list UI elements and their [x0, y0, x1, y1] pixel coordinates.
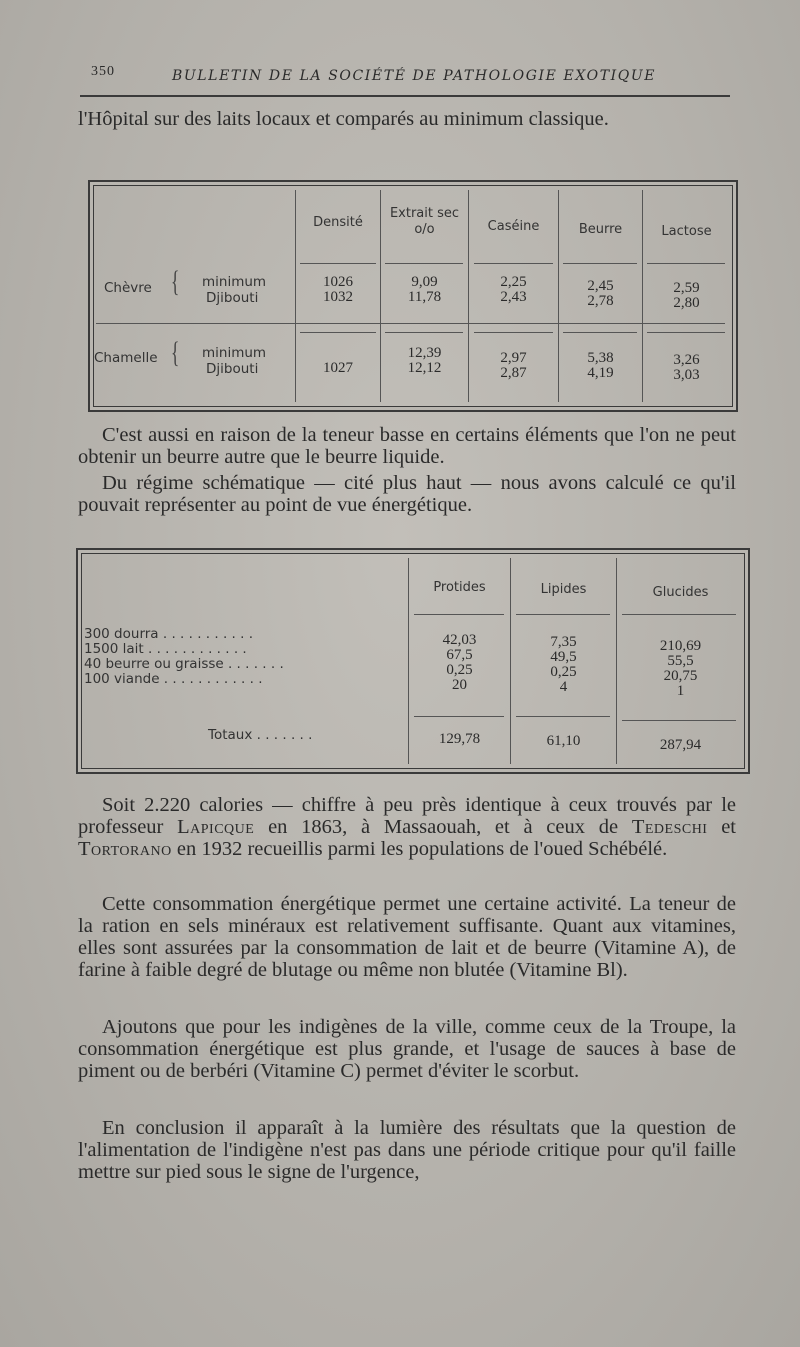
protides-values: 42,03 67,5 0,25 20 — [442, 632, 477, 693]
row-sub-chevre: minimum Djibouti — [202, 274, 267, 306]
chevre-lactose: 2,59 2,80 — [673, 280, 700, 311]
col-header-lactose: Lactose — [661, 224, 712, 239]
col-header-extrait: Extrait sec o/o — [389, 206, 460, 237]
header-rule — [80, 95, 730, 97]
milk-composition-table — [88, 180, 738, 412]
energy-table — [76, 548, 750, 774]
food-lait: 1500 lait . . . . . . . . . . . . — [84, 641, 247, 657]
chevre-beurre: 2,45 2,78 — [587, 278, 614, 309]
paragraph-beurre: C'est aussi en raison de la teneur basse en certains éléments que l'on ne peut obtenir un beurre autre que le beurre liquide. — [78, 424, 736, 468]
chamelle-caseine: 2,97 2,87 — [500, 350, 527, 381]
running-head: BULLETIN DE LA SOCIÉTÉ DE PATHOLOGIE EXOTIQUE — [172, 68, 657, 84]
page-header — [88, 62, 738, 92]
paragraph-conclusion: En conclusion il apparaît à la lumière des résultats que la question de l'alimentation de l'indigène n'est pas dans une période critique pour qu'il faille mettre sur pied sous le signe de l'urgence, — [78, 1117, 736, 1183]
paragraph-calories: Soit 2.220 calories — chiffre à peu près identique à ceux trouvés par le professeur Lapicque en 1863, à Massaouah, et à ceux de Tedeschi et Tortorano en 1932 recueillis parmi les populations de l'oued Schébélé. — [78, 794, 736, 860]
totals-label: Totaux . . . . . . . — [208, 727, 313, 743]
brace: { — [170, 336, 180, 369]
food-beurre: 40 beurre ou graisse . . . . . . . — [84, 656, 284, 672]
intro-paragraph: l'Hôpital sur des laits locaux et comparés au minimum classique. — [78, 108, 609, 130]
paragraph-regime: Du régime schématique — cité plus haut — nous avons calculé ce qu'il pouvait représenter au point de vue énergétique. — [78, 472, 736, 516]
chamelle-beurre: 5,38 4,19 — [587, 350, 614, 381]
chamelle-extrait: 12,39 12,12 — [407, 345, 442, 376]
col-header-glucides: Glucides — [652, 585, 709, 600]
glucides-values: 210,69 55,5 20,75 1 — [659, 638, 702, 699]
lipides-values: 7,35 49,5 0,25 4 — [550, 634, 577, 695]
total-glucides: 287,94 — [659, 737, 702, 753]
col-header-protides: Protides — [433, 580, 486, 595]
col-header-caseine: Caséine — [487, 219, 540, 234]
chamelle-lactose: 3,26 3,03 — [673, 352, 700, 383]
total-lipides: 61,10 — [546, 733, 581, 749]
row-label-chamelle: Chamelle — [94, 350, 158, 366]
paragraph-consommation: Cette consommation énergétique permet une certaine activité. La teneur de la ration en sels minéraux est relativement suffisante. Quant aux vitamines, elles sont assurées par la consommation de lait et de beurre (Vitamine A), de farine à faible degré de blutage ou même non blutée (Vitamine Bl). — [78, 893, 736, 981]
food-viande: 100 viande . . . . . . . . . . . . — [84, 671, 263, 687]
brace: { — [170, 265, 180, 298]
col-header-densite: Densité — [313, 215, 363, 230]
row-label-chevre: Chèvre — [104, 280, 152, 296]
chevre-caseine: 2,25 2,43 — [500, 274, 527, 305]
col-header-lipides: Lipides — [540, 582, 587, 597]
page-number: 350 — [91, 64, 115, 79]
chamelle-densite: 1027 — [323, 360, 353, 376]
food-dourra: 300 dourra . . . . . . . . . . . — [84, 626, 253, 642]
total-protides: 129,78 — [438, 731, 481, 747]
chevre-extrait: 9,09 11,78 — [407, 274, 442, 305]
chevre-densite: 1026 1032 — [323, 274, 353, 305]
row-sub-chamelle: minimum Djibouti — [202, 345, 267, 377]
paragraph-indigenes: Ajoutons que pour les indigènes de la ville, comme ceux de la Troupe, la consommation énergétique est plus grande, et l'usage de sauces à base de piment ou de berbéri (Vitamine C) permet d'éviter le scorbut. — [78, 1016, 736, 1082]
col-header-beurre: Beurre — [578, 222, 623, 237]
